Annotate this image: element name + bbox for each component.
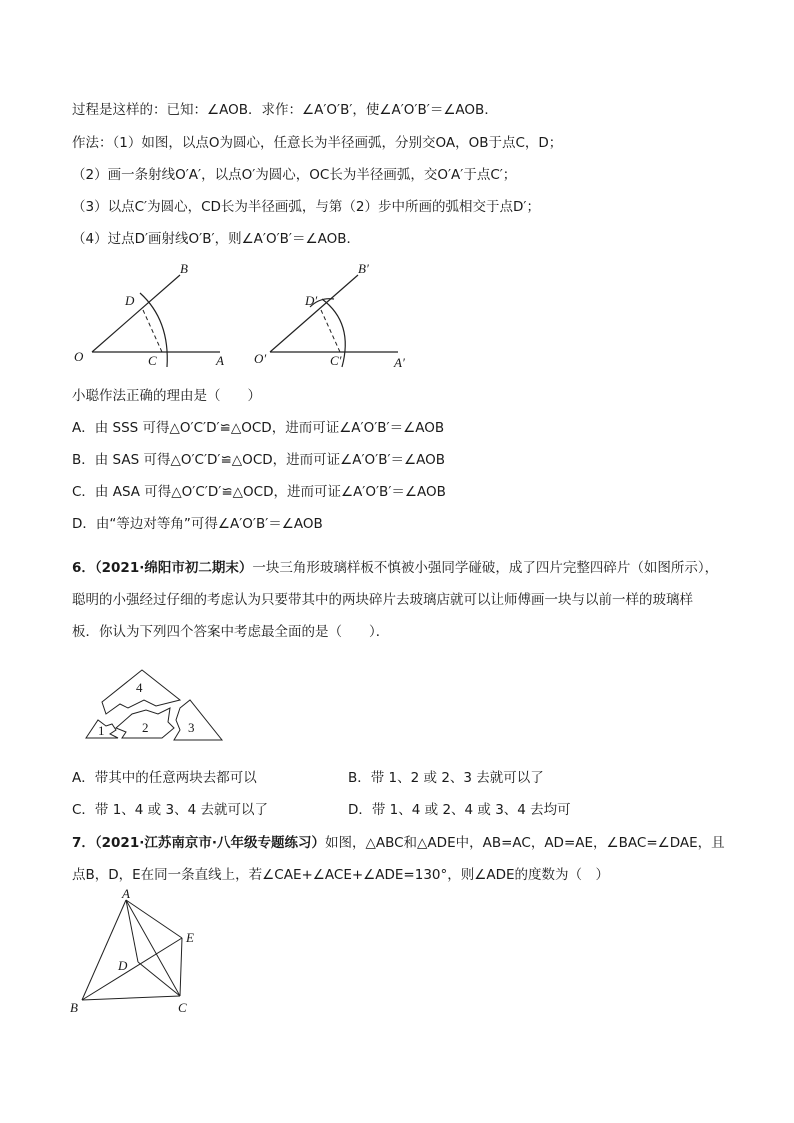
q7-source: 7．（2021·江苏南京市·八年级专题练习） <box>72 835 325 851</box>
piece-label-2: 2 <box>142 720 149 735</box>
segment-be <box>82 938 182 1000</box>
q5-option-d: D．由“等边对等角”可得∠A′O′B′＝∠AOB <box>72 516 323 532</box>
q6-line-1 <box>72 558 718 578</box>
q5-question: 小聪作法正确的理由是（ ） <box>72 388 261 404</box>
label-d-prime: D′ <box>305 293 318 308</box>
label-a: A <box>122 888 130 901</box>
q7-line-1 <box>72 833 725 853</box>
q5-option-b: B．由 SAS 可得△O′C′D′≌△OCD，进而可证∠A′O′B′＝∠AOB <box>72 452 446 468</box>
segment-bc <box>82 996 180 1000</box>
segment-ac <box>126 900 180 996</box>
q5-option-a: A．由 SSS 可得△O′C′D′≌△OCD，进而可证∠A′O′B′＝∠AOB <box>72 420 445 436</box>
q6-text-1: 一块三角形玻璃样板不慎被小强同学碰破，成了四片完整四碎片（如图所示）， <box>252 560 719 576</box>
q6-option-c: C．带 1、4 或 3、4 去就可以了 <box>72 802 268 818</box>
q5-step-1: 作法：（1）如图，以点O为圆心，任意长为半径画弧，分别交OA，OB于点C，D； <box>72 135 563 151</box>
segment-ae <box>126 900 182 938</box>
segment-ad <box>126 900 138 962</box>
q6-option-d: D．带 1、4 或 2、4 或 3、4 去均可 <box>348 802 571 818</box>
q7-text-1: 如图，△ABC和△ADE中，AB=AC，AD=AE，∠BAC=∠DAE，且 <box>324 835 725 851</box>
broken-glass-figure <box>82 662 232 744</box>
label-b-prime: B′ <box>358 261 369 276</box>
angle-figure-original <box>70 255 240 375</box>
glass-piece-3 <box>174 700 222 740</box>
q5-process-intro: 过程是这样的：已知：∠AOB．求作：∠A′O′B′，使∠A′O′B′＝∠AOB． <box>72 102 498 118</box>
q5-option-c: C．由 ASA 可得△O′C′D′≌△OCD，进而可证∠A′O′B′＝∠AOB <box>72 484 446 500</box>
label-d: D <box>125 293 135 308</box>
q5-step-4: （4）过点D′画射线O′B′，则∠A′O′B′＝∠AOB． <box>72 231 360 247</box>
segment-cd-dashed <box>143 310 162 352</box>
piece-label-3: 3 <box>188 720 195 735</box>
q6-option-a: A．带其中的任意两块去都可以 <box>72 770 257 786</box>
label-e: E <box>186 930 194 945</box>
q6-source: 6．（2021·绵阳市初二期末） <box>72 560 253 576</box>
piece-label-1: 1 <box>98 723 105 738</box>
label-d: D <box>118 958 128 973</box>
piece-label-4: 4 <box>136 680 143 695</box>
q5-step-3: （3）以点C′为圆心，CD长为半径画弧，与第（2）步中所画的弧相交于点D′； <box>72 199 540 215</box>
label-a-prime: A′ <box>394 355 405 370</box>
label-c: C <box>148 353 157 368</box>
label-o: O <box>74 349 84 364</box>
q7-line-2: 点B，D，E在同一条直线上，若∠CAE+∠ACE+∠ADE=130°，则∠ADE的度数为（ ） <box>72 867 610 883</box>
label-b: B <box>180 261 188 276</box>
label-o-prime: O′ <box>254 351 267 366</box>
label-a: A <box>216 353 224 368</box>
q6-line-2: 聪明的小强经过仔细的考虑认为只要带其中的两块碎片去玻璃店就可以让师傅画一块与以前一样的玻璃样 <box>72 592 693 608</box>
segment-ec <box>180 938 182 996</box>
label-c: C <box>178 1000 187 1015</box>
segment-ab <box>82 900 126 1000</box>
angle-figure-copy <box>250 255 420 375</box>
q6-option-b: B．带 1、2 或 2、3 去就可以了 <box>348 770 544 786</box>
label-b: B <box>70 1000 78 1015</box>
segment-dc <box>138 962 180 996</box>
label-c-prime: C′ <box>330 353 342 368</box>
q5-step-2: （2）画一条射线O′A′，以点O′为圆心，OC长为半径画弧，交O′A′于点C′； <box>72 167 517 183</box>
q6-line-3: 板．你认为下列四个答案中考虑最全面的是（ ）． <box>72 624 390 640</box>
ray-ob <box>92 275 180 352</box>
segment-c-prime-d-prime-dashed <box>321 310 340 352</box>
triangles-figure <box>66 888 216 1020</box>
